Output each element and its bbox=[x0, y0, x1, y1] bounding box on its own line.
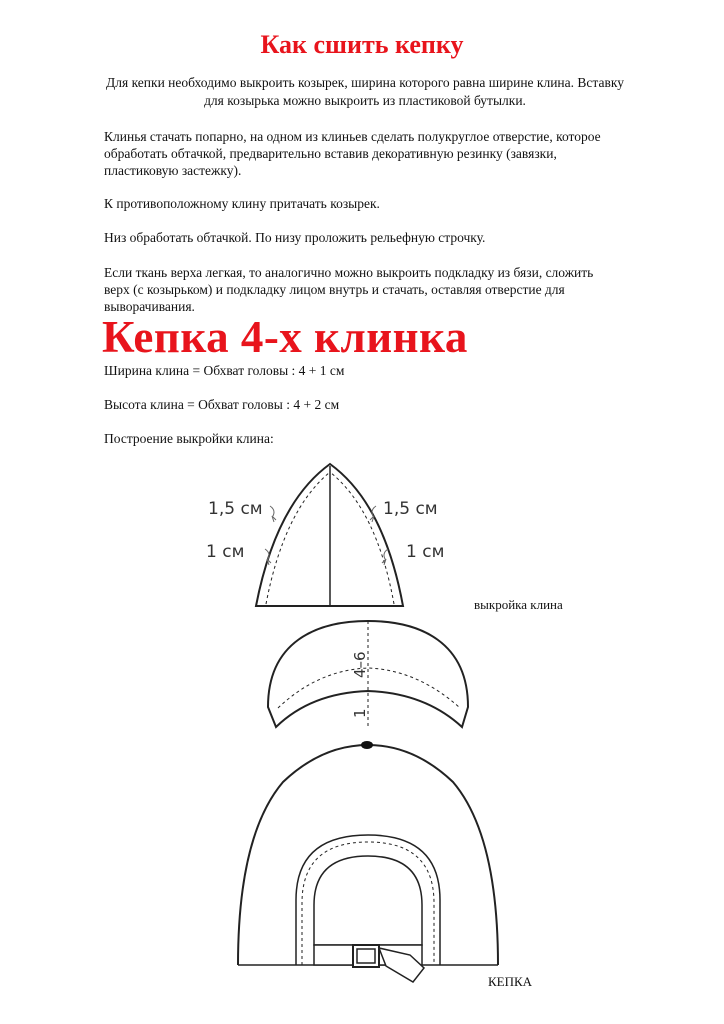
wedge-label-right-bottom: 1 см bbox=[406, 542, 445, 562]
wedge-pattern bbox=[256, 464, 403, 606]
formula-width: Ширина клина = Обхват головы : 4 + 1 см bbox=[104, 363, 345, 378]
page-title: Как сшить кепку bbox=[260, 30, 464, 59]
pattern-heading: Построение выкройки клина: bbox=[104, 431, 274, 446]
wedge-label-left-bottom: 1 см bbox=[206, 542, 245, 562]
formula-height: Высота клина = Обхват головы : 4 + 2 см bbox=[104, 397, 340, 412]
cap-caption: КЕПКА bbox=[488, 974, 533, 989]
section-title: Кепка 4-х клинка bbox=[102, 312, 468, 362]
wedge-caption: выкройка клина bbox=[474, 597, 563, 612]
wedge-label-left-top: 1,5 см bbox=[208, 499, 263, 519]
wedge-label-right-top: 1,5 см bbox=[383, 499, 438, 519]
cap-button bbox=[361, 741, 373, 749]
paragraph-lining: Если ткань верха легкая, то аналогично можно выкроить подкладку из бязи, сложить верх (с козырьком) и подкладку лицом внутрь и стачать, оставляя отверстие для выворачивания. bbox=[104, 265, 594, 314]
intro-text: Для кепки необходимо выкроить козырек, ширина которого равна ширине клина. Вставку для козырька можно выкроить из пластиковой бутылки. bbox=[106, 75, 624, 108]
visor-label-upper: 4–6 bbox=[351, 651, 369, 678]
cap-illustration bbox=[238, 745, 498, 982]
visor-label-lower: 1 bbox=[351, 708, 369, 718]
paragraph-hem: Низ обработать обтачкой. По низу проложить рельефную строчку. bbox=[104, 230, 486, 245]
paragraph-visor: К противоположному клину притачать козырек. bbox=[104, 196, 380, 211]
paragraph-seams: Клинья стачать попарно, на одном из клиньев сделать полукруглое отверстие, которое обработать обтачкой, предварительно вставив декоративную резинку (завязки, пластиковую застежку). bbox=[104, 129, 601, 178]
